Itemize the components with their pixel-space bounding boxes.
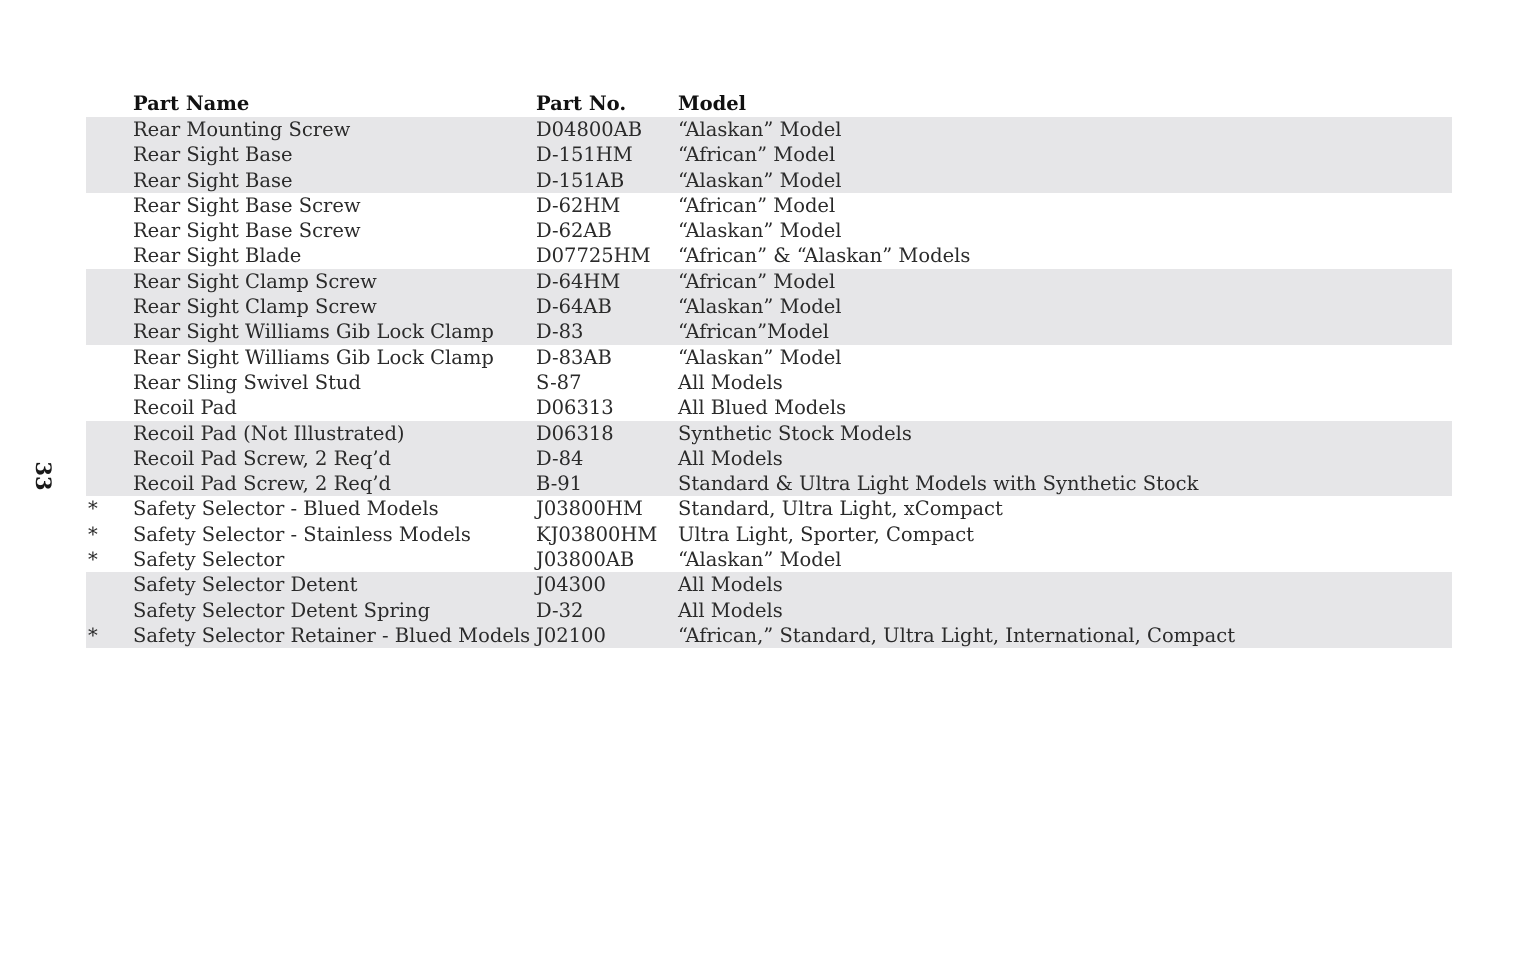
- row-part-name: Safety Selector - Blued Models: [133, 497, 439, 521]
- row-model: “African,” Standard, Ultra Light, International, Compact: [678, 623, 1236, 647]
- table-row: [86, 370, 1452, 395]
- row-part-no: J03800AB: [536, 548, 635, 572]
- row-model: All Blued Models: [678, 396, 847, 420]
- row-model: “African” Model: [678, 269, 836, 293]
- row-part-no: D-83: [536, 320, 584, 344]
- header-model: Model: [678, 92, 747, 115]
- row-part-name: Recoil Pad Screw, 2 Req’d: [133, 472, 392, 496]
- table-row: [86, 193, 1452, 218]
- table-row: [86, 319, 1452, 344]
- row-part-name: Safety Selector - Stainless Models: [133, 522, 471, 546]
- row-part-no: D-151HM: [536, 143, 633, 167]
- row-part-name: Rear Sight Base Screw: [133, 219, 361, 243]
- row-mark: *: [88, 623, 98, 647]
- row-part-no: D04800AB: [536, 118, 643, 141]
- row-part-no: D06318: [536, 421, 614, 445]
- table-row: [86, 218, 1452, 243]
- row-part-no: D07725HM: [536, 244, 651, 268]
- row-model: All Models: [678, 370, 783, 394]
- row-part-name: Rear Sight Williams Gib Lock Clamp: [133, 320, 494, 344]
- row-model: “Alaskan” Model: [678, 295, 842, 319]
- row-model: “Alaskan” Model: [678, 118, 842, 141]
- row-part-name: Rear Sight Base Screw: [133, 193, 361, 217]
- row-model: All Models: [678, 598, 783, 622]
- row-model: “African” & “Alaskan” Models: [678, 244, 971, 268]
- row-model: “Alaskan” Model: [678, 548, 842, 572]
- row-part-no: D-84: [536, 446, 584, 470]
- page-number: 33: [31, 461, 57, 491]
- row-part-no: D-83AB: [536, 345, 612, 369]
- row-part-name: Safety Selector: [133, 548, 285, 572]
- row-part-no: J02100: [536, 623, 606, 647]
- table-row: [86, 496, 1452, 521]
- row-part-no: D-62AB: [536, 219, 612, 243]
- table-row: [86, 471, 1452, 496]
- table-row: [86, 117, 1452, 142]
- table-row: [86, 421, 1452, 446]
- table-row: [86, 395, 1452, 420]
- row-part-name: Rear Sight Base: [133, 143, 293, 167]
- row-part-name: Recoil Pad (Not Illustrated): [133, 421, 405, 445]
- table-row: [86, 345, 1452, 370]
- row-part-name: Rear Mounting Screw: [133, 118, 351, 141]
- row-part-name: Safety Selector Retainer - Blued Models: [133, 623, 531, 647]
- row-model: “African” Model: [678, 143, 836, 167]
- row-part-name: Rear Sling Swivel Stud: [133, 370, 361, 394]
- row-part-no: D-64AB: [536, 295, 612, 319]
- row-mark: *: [88, 548, 98, 572]
- row-part-no: D06313: [536, 396, 614, 420]
- row-model: “Alaskan” Model: [678, 168, 842, 192]
- table-row: [86, 522, 1452, 547]
- row-part-name: Rear Sight Clamp Screw: [133, 269, 377, 293]
- row-model: Standard, Ultra Light, xCompact: [678, 497, 1003, 521]
- table-row: [86, 572, 1452, 597]
- row-mark: *: [88, 522, 98, 546]
- row-model: Ultra Light, Sporter, Compact: [678, 522, 974, 546]
- table-row: [86, 243, 1452, 268]
- table-row: [86, 446, 1452, 471]
- row-model: All Models: [678, 446, 783, 470]
- row-part-no: J03800HM: [536, 497, 643, 521]
- row-part-name: Rear Sight Base: [133, 168, 293, 192]
- table-body: [86, 117, 1452, 648]
- row-model: “Alaskan” Model: [678, 345, 842, 369]
- row-model: “African” Model: [678, 193, 836, 217]
- table-row: [86, 547, 1452, 572]
- row-part-name: Rear Sight Williams Gib Lock Clamp: [133, 345, 494, 369]
- row-part-no: D-64HM: [536, 269, 621, 293]
- header-part-name: Part Name: [133, 92, 250, 115]
- table-header-row: [86, 90, 1452, 117]
- row-model: “African”Model: [678, 320, 830, 344]
- row-part-name: Recoil Pad: [133, 396, 237, 420]
- row-part-no: J04300: [536, 573, 606, 597]
- parts-table: [86, 90, 1452, 648]
- table-row: [86, 142, 1452, 167]
- row-model: “Alaskan” Model: [678, 219, 842, 243]
- header-part-no: Part No.: [536, 92, 627, 115]
- row-part-no: KJ03800HM: [536, 522, 658, 546]
- row-part-name: Rear Sight Clamp Screw: [133, 295, 377, 319]
- table-row: [86, 623, 1452, 648]
- row-part-no: D-32: [536, 598, 584, 622]
- row-part-name: Safety Selector Detent: [133, 573, 358, 597]
- row-part-no: D-62HM: [536, 193, 621, 217]
- row-model: Standard & Ultra Light Models with Synthetic Stock: [678, 472, 1199, 496]
- row-part-name: Safety Selector Detent Spring: [133, 598, 431, 622]
- row-part-name: Recoil Pad Screw, 2 Req’d: [133, 446, 392, 470]
- row-model: Synthetic Stock Models: [678, 421, 912, 445]
- row-mark: *: [88, 497, 98, 521]
- table-row: [86, 168, 1452, 193]
- row-part-no: S-87: [536, 370, 582, 394]
- table-row: [86, 294, 1452, 319]
- row-model: All Models: [678, 573, 783, 597]
- row-part-no: D-151AB: [536, 168, 625, 192]
- table-row: [86, 269, 1452, 294]
- row-part-name: Rear Sight Blade: [133, 244, 302, 268]
- table-row: [86, 598, 1452, 623]
- row-part-no: B-91: [536, 472, 583, 496]
